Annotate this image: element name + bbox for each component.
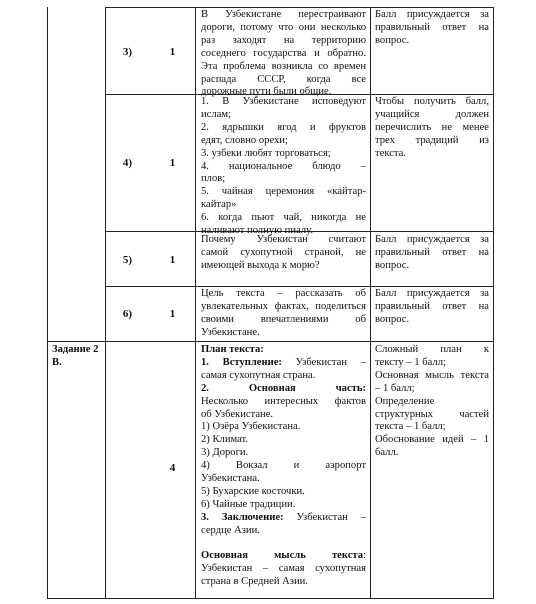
criteria-line: правильный ответ на <box>375 300 489 312</box>
answer-line: Эта проблема возникла со времен <box>201 60 366 72</box>
plan-item: Узбекистана. <box>201 473 260 485</box>
row-divider <box>105 286 493 287</box>
plan-intro: 1. Вступление: Узбекистан – <box>201 356 366 368</box>
answer-line: В Узбекистане перестраивают <box>201 9 366 20</box>
answer-line: Почему Узбекистан считают <box>201 234 366 245</box>
answer-line: 5. чайная церемония «кайтар- <box>201 186 366 198</box>
answer-line: 4. национальное блюдо – <box>201 160 366 172</box>
answer-line: своими впечатлениями об <box>201 313 366 325</box>
question-number: 3) <box>122 46 133 58</box>
answer-line: увлекательных фактах, поделиться <box>201 300 366 312</box>
criteria-line: тексту – 1 балл; <box>375 356 446 368</box>
answer-line: дорожные пути были общие. <box>201 86 332 98</box>
answer-line: Цель текста – рассказать об <box>201 288 366 299</box>
criteria-line: учащийся должен <box>375 108 489 120</box>
question-number: 4) <box>122 157 133 169</box>
criteria-line: текста – 1 балл; <box>375 421 446 433</box>
plan-conclusion: 3. Заключение: Узбекистан – <box>201 511 366 523</box>
criteria-line: структурных частей <box>375 408 489 420</box>
spacer <box>201 538 366 551</box>
criteria-line: Балл присуждается за <box>375 288 489 299</box>
plan-main-line: Несколько интересных фактов <box>201 395 366 407</box>
answer-line: кайтар» <box>201 199 237 211</box>
criteria-line: Балл присуждается за <box>375 9 489 20</box>
plan-item: 5) Бухарские косточки. <box>201 485 305 497</box>
plan-item: 2) Климат. <box>201 434 249 446</box>
answer-line: наливают полную пиалу. <box>201 225 313 237</box>
criteria-line: Сложный план к <box>375 344 489 355</box>
plan-intro-cont: самая сухопутная страна. <box>201 369 316 381</box>
plan-main-line: об Узбекистане. <box>201 408 274 420</box>
criteria-line: – 1 балл; <box>375 382 415 394</box>
answer-text <box>201 288 366 340</box>
criteria-text <box>375 9 489 48</box>
criteria-line: текста. <box>375 147 407 159</box>
criteria-line: вопрос. <box>375 313 410 325</box>
column-divider <box>370 7 371 599</box>
text-plan <box>201 344 366 589</box>
main-idea-line: Узбекистан – самая сухопутная <box>201 563 366 575</box>
criteria-line: трех традиций из <box>375 134 489 146</box>
answer-text <box>201 9 366 99</box>
answer-line: соседнего государства и обратно. <box>201 47 366 59</box>
answer-line: 3. узбеки любят торговаться; <box>201 147 331 159</box>
criteria-line: Обоснование идей – 1 <box>375 434 489 446</box>
plan-title: План текста: <box>201 344 264 355</box>
column-divider <box>195 7 196 599</box>
question-points: 1 <box>169 254 176 266</box>
row-divider <box>47 341 493 342</box>
task-label: Задание 2 B. <box>52 344 99 368</box>
criteria-text <box>375 234 489 273</box>
criteria-line: Основная мысль текста <box>375 369 489 381</box>
criteria-line: вопрос. <box>375 34 410 46</box>
column-divider <box>47 7 48 599</box>
answer-line: имеющей выхода к морю? <box>201 259 320 271</box>
criteria-line: правильный ответ на <box>375 21 489 33</box>
task-points: 4 <box>169 462 176 474</box>
answer-line: раз заходят на территорию <box>201 34 366 46</box>
answer-line: 6. когда пьют чай, никогда не <box>201 212 366 224</box>
criteria-line: Определение <box>375 395 435 407</box>
plan-item: 6) Чайные традиции. <box>201 498 296 510</box>
question-points: 1 <box>169 46 176 58</box>
answer-line: 2. ядрышки ягод и фруктов <box>201 121 366 133</box>
answer-line: ислам; <box>201 108 232 120</box>
task-criteria <box>375 344 489 460</box>
criteria-line: Балл присуждается за <box>375 234 489 245</box>
answer-line: распада СССР, когда все <box>201 73 366 85</box>
column-divider <box>493 7 494 599</box>
criteria-line: вопрос. <box>375 259 410 271</box>
column-divider <box>105 7 106 599</box>
answer-line: Узбекистане. <box>201 326 260 338</box>
criteria-line: правильный ответ на <box>375 246 489 258</box>
question-points: 1 <box>169 157 176 169</box>
answer-line: 1. В Узбекистане исповедуют <box>201 96 366 107</box>
plan-item: 3) Дороги. <box>201 447 249 459</box>
question-number: 6) <box>122 308 133 320</box>
plan-item: 1) Озёра Узбекистана. <box>201 421 301 433</box>
criteria-text <box>375 288 489 327</box>
answer-text <box>201 96 366 238</box>
answer-line: плов; <box>201 173 226 185</box>
criteria-text <box>375 96 489 161</box>
question-number: 5) <box>122 254 133 266</box>
row-divider <box>105 7 493 8</box>
plan-item: 4) Вокзал и аэропорт <box>201 460 366 472</box>
main-idea-label: Основная мысль текста: <box>201 550 366 562</box>
row-divider <box>47 598 493 599</box>
answer-line: самой сухопутной страной, не <box>201 246 366 258</box>
criteria-line: балл. <box>375 447 399 459</box>
criteria-line: перечислить не менее <box>375 121 489 133</box>
plan-main-label: 2. Основная часть: <box>201 382 366 394</box>
answer-line: едят, словно орехи; <box>201 134 288 146</box>
plan-conclusion-cont: сердце Азии. <box>201 524 260 536</box>
question-points: 1 <box>169 308 176 320</box>
main-idea-line: страна в Средней Азии. <box>201 576 308 588</box>
answer-text <box>201 234 366 273</box>
answer-line: дороги, потому что они несколько <box>201 21 366 33</box>
criteria-line: Чтобы получить балл, <box>375 96 489 107</box>
